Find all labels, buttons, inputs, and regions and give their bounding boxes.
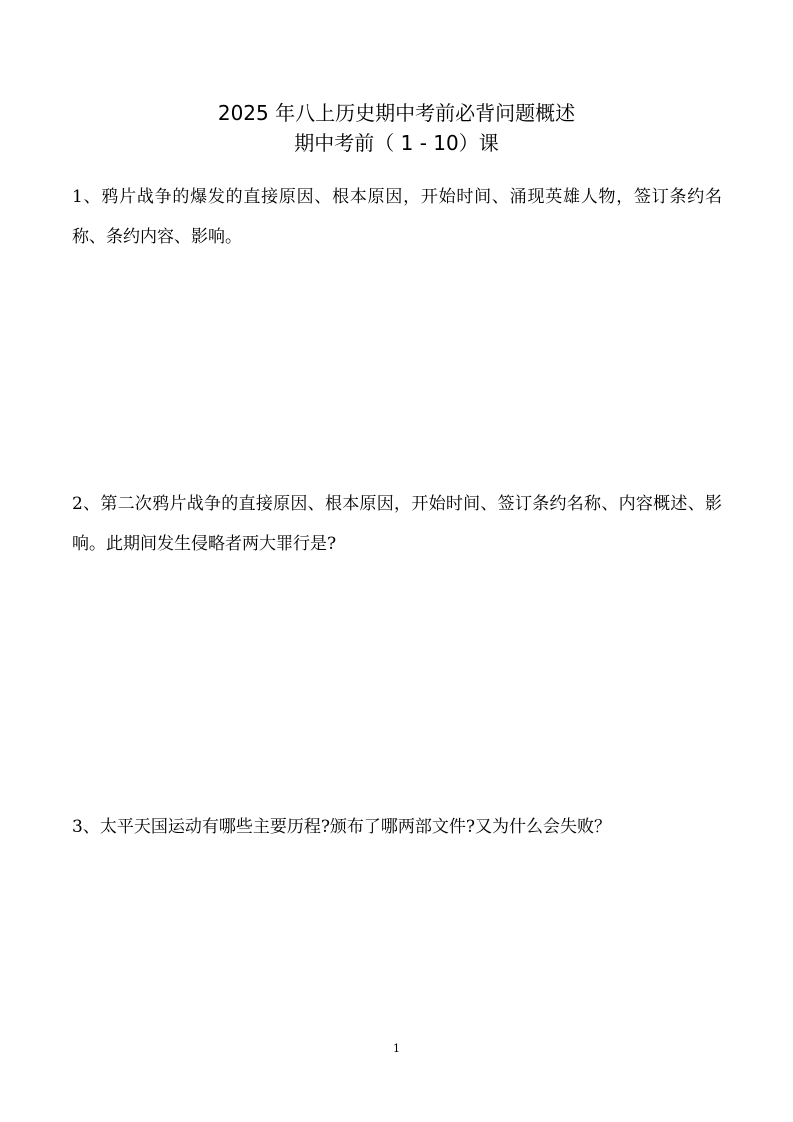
document-subtitle: 期中考前（ 1 - 10）课 — [294, 131, 499, 155]
document-title: 2025 年八上历史期中考前必背问题概述 — [217, 101, 576, 125]
question-3: 3、太平天国运动有哪些主要历程?颁布了哪两部文件?又为什么会失败？ — [72, 817, 612, 837]
question-1: 1、鸦片战争的爆发的直接原因、根本原因，开始时间、涌现英雄人物，签订条约名称、条约内容、影响。 — [72, 187, 722, 247]
page-number: 1 — [393, 1042, 400, 1055]
question-2: 2、第二次鸦片战争的直接原因、根本原因，开始时间、签订条约名称、内容概述、影响。此期间发生侵略者两大罪行是? — [72, 494, 722, 554]
